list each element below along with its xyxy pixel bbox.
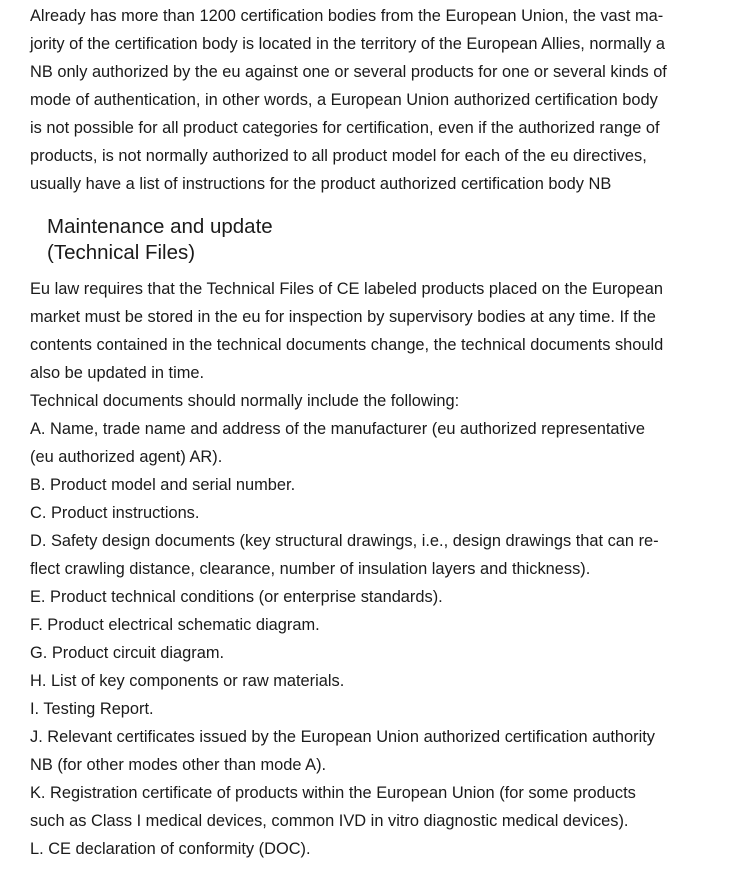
list-item: (eu authorized agent) AR).: [30, 448, 223, 466]
intro-line: mode of authentication, in other words, a European Union authorized certification body: [30, 91, 658, 109]
intro-line: NB only authorized by the eu against one or several products for one or several kinds of: [30, 63, 667, 81]
list-item: C. Product instructions.: [30, 504, 200, 522]
list-item: F. Product electrical schematic diagram.: [30, 616, 320, 634]
intro-line: Already has more than 1200 certification bodies from the European Union, the vast ma-: [30, 7, 664, 25]
list-item: K. Registration certificate of products within the European Union (for some products: [30, 784, 636, 802]
list-item: NB (for other modes other than mode A).: [30, 756, 327, 774]
list-item: E. Product technical conditions (or enterprise standards).: [30, 588, 443, 606]
list-item: flect crawling distance, clearance, number of insulation layers and thickness).: [30, 560, 591, 578]
list-item: such as Class I medical devices, common IVD in vitro diagnostic medical devices).: [30, 812, 629, 830]
body-line: market must be stored in the eu for inspection by supervisory bodies at any time. If the: [30, 308, 656, 326]
body-line: Eu law requires that the Technical Files of CE labeled products placed on the European: [30, 280, 663, 298]
body-paragraph: [30, 275, 730, 415]
heading-line: Maintenance and update: [47, 215, 273, 238]
list-item: D. Safety design documents (key structural drawings, i.e., design drawings that can re-: [30, 532, 659, 550]
list-item: A. Name, trade name and address of the manufacturer (eu authorized representative: [30, 420, 645, 438]
heading-line: (Technical Files): [47, 241, 196, 264]
intro-paragraph: [30, 2, 730, 198]
list-item: I. Testing Report.: [30, 700, 154, 718]
list-item: B. Product model and serial number.: [30, 476, 296, 494]
section-heading: [47, 214, 730, 266]
list-item: H. List of key components or raw materials.: [30, 672, 345, 690]
list-item: J. Relevant certificates issued by the European Union authorized certification authority: [30, 728, 656, 746]
intro-line: is not possible for all product categories for certification, even if the authorized range of: [30, 119, 660, 137]
body-line: also be updated in time.: [30, 364, 205, 382]
intro-line: products, is not normally authorized to all product model for each of the eu directives,: [30, 147, 647, 165]
technical-documents-list: [30, 415, 730, 863]
intro-line: jority of the certification body is located in the territory of the European Allies, normally a: [30, 35, 666, 53]
body-line: Technical documents should normally include the following:: [30, 392, 460, 410]
list-item: L. CE declaration of conformity (DOC).: [30, 840, 311, 858]
list-item: G. Product circuit diagram.: [30, 644, 225, 662]
body-line: contents contained in the technical documents change, the technical documents should: [30, 336, 664, 354]
intro-line: usually have a list of instructions for the product authorized certification body NB: [30, 175, 612, 193]
